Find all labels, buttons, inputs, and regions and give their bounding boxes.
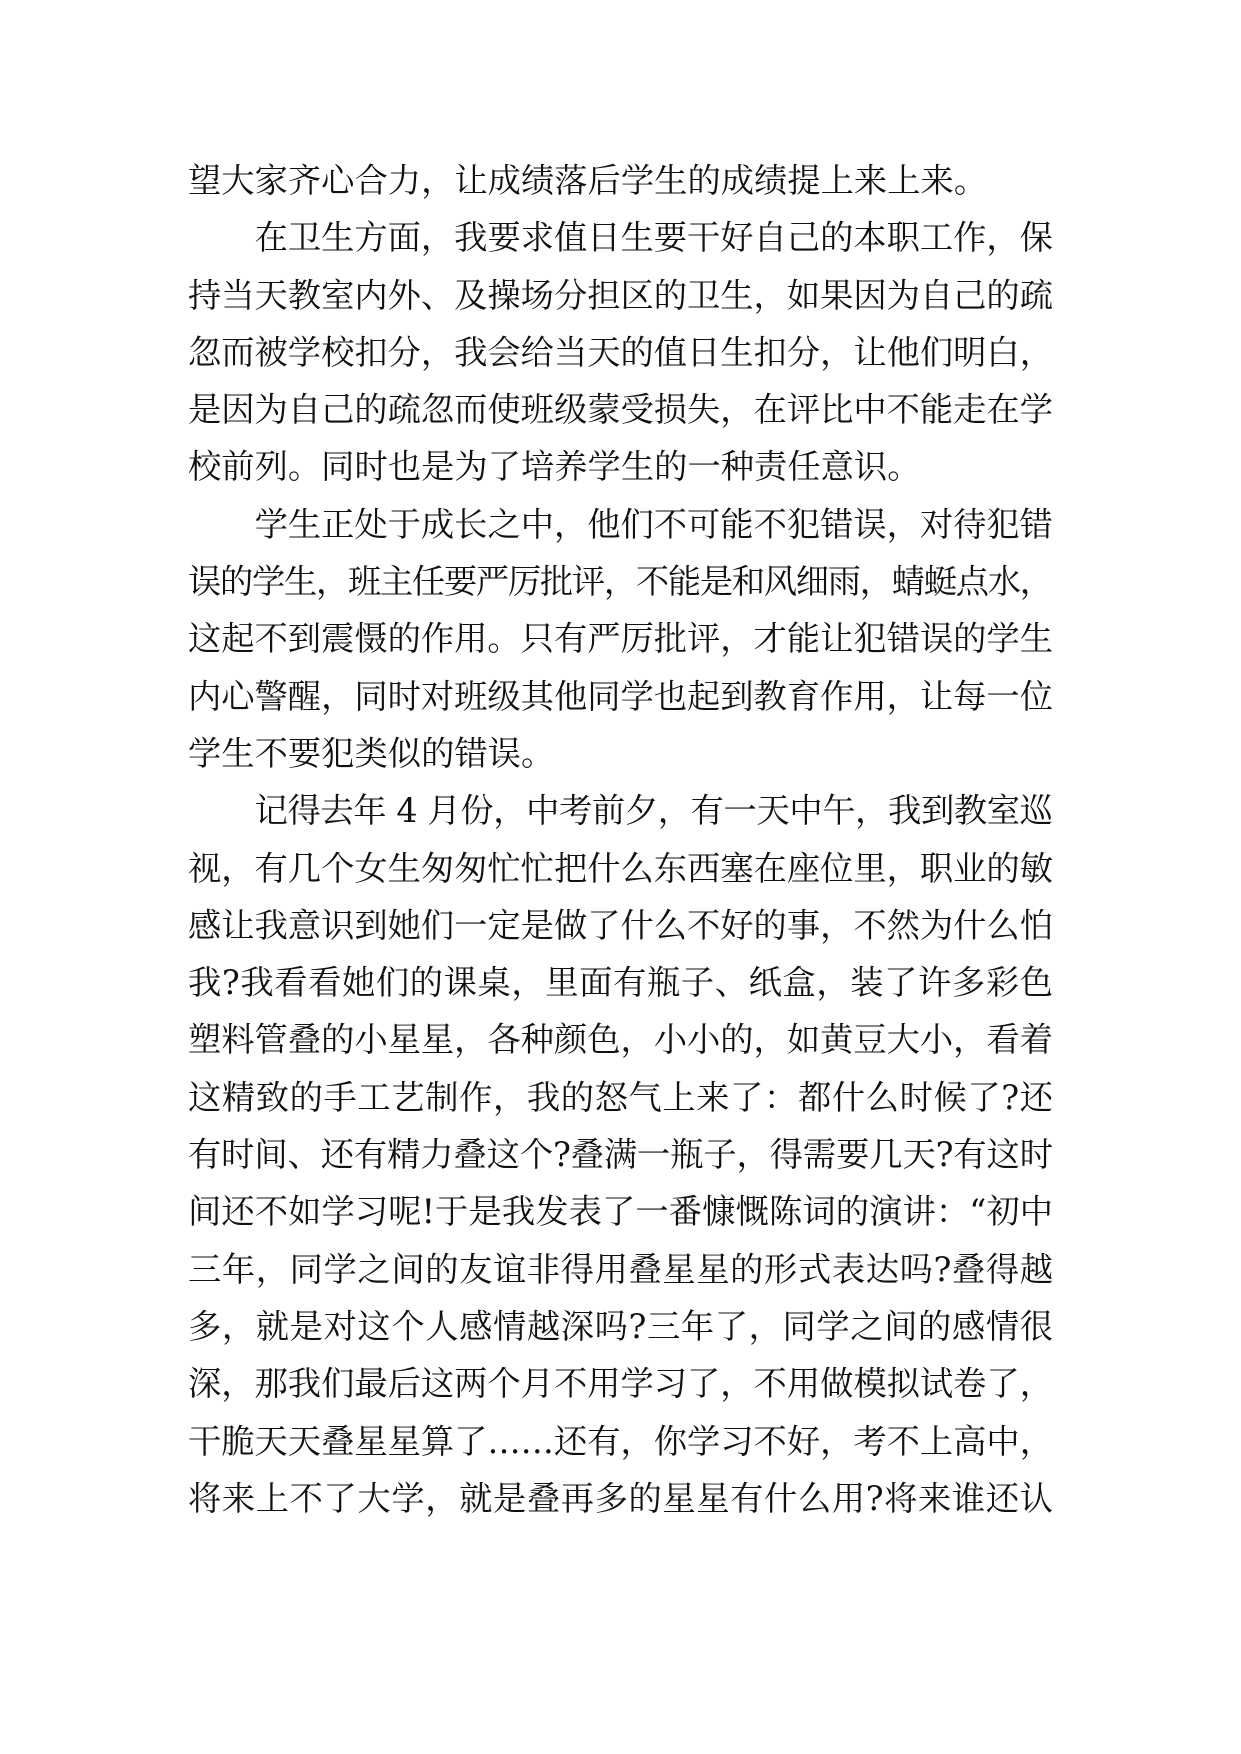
line-text: 这精致的手工艺制作，我的怒气上来了：都什么时候了?还	[188, 1077, 1054, 1117]
line-text: 持当天教室内外、及操场分担区的卫生，如果因为自己的疏	[188, 275, 1053, 315]
paragraph	[188, 782, 1053, 1527]
text-line	[188, 1298, 1053, 1355]
line-text: 有时间、还有精力叠这个?叠满一瓶子，得需要几天?有这时	[188, 1135, 1053, 1175]
text-line	[188, 381, 1053, 438]
paragraph	[188, 496, 1053, 782]
line-text: 是因为自己的疏忽而使班级蒙受损失，在评比中不能走在学	[188, 390, 1053, 430]
line-text: 校前列。同时也是为了培养学生的一种责任意识。	[188, 447, 921, 487]
text-line	[188, 954, 1053, 1011]
text-line	[188, 1241, 1053, 1298]
text-line	[188, 897, 1053, 954]
line-text: 塑料管叠的小星星，各种颜色，小小的，如黄豆大小，看着	[188, 1020, 1053, 1060]
text-line	[188, 496, 1053, 553]
line-text: 深，那我们最后这两个月不用学习了，不用做模拟试卷了，	[188, 1364, 1053, 1404]
text-line	[188, 1413, 1053, 1470]
line-text: 三年，同学之间的友谊非得用叠星星的形式表达吗?叠得越	[188, 1249, 1054, 1289]
text-line	[188, 668, 1053, 725]
document-body	[188, 152, 1053, 1527]
text-line	[188, 1069, 1053, 1126]
text-line	[188, 610, 1053, 667]
line-text: 误的学生，班主任要严厉批评，不能是和风细雨，蜻蜓点水，	[188, 562, 1052, 602]
text-line	[188, 1011, 1053, 1068]
line-text: 干脆天天叠星星算了……还有，你学习不好，考不上高中，	[188, 1421, 1053, 1461]
line-text: 将来上不了大学，就是叠再多的星星有什么用?将来谁还认	[188, 1478, 1054, 1518]
line-text: 内心警醒，同时对班级其他同学也起到教育作用，让每一位	[188, 676, 1053, 716]
text-line	[188, 1470, 1053, 1527]
line-text: 望大家齐心合力，让成绩落后学生的成绩提上来上来。	[188, 161, 988, 200]
line-text: 记得去年 4 月份，中考前夕，有一天中午，我到教室巡	[254, 791, 1053, 831]
paragraph	[188, 152, 1053, 209]
text-line	[188, 840, 1053, 897]
text-line	[188, 1355, 1053, 1412]
line-text: 视，有几个女生匆匆忙忙把什么东西塞在座位里，职业的敏	[188, 848, 1053, 888]
text-line	[188, 438, 1053, 495]
text-line	[188, 782, 1053, 839]
paragraph	[188, 209, 1053, 495]
line-text: 间还不如学习呢!于是我发表了一番慷慨陈词的演讲：“初中	[188, 1192, 1054, 1232]
text-line	[188, 1126, 1053, 1183]
text-line	[188, 209, 1053, 266]
text-line	[188, 725, 1053, 782]
line-text: 学生不要犯类似的错误。	[188, 733, 555, 773]
text-line	[188, 152, 1053, 209]
text-line	[188, 553, 1053, 610]
line-text: 我?我看看她们的课桌，里面有瓶子、纸盒，装了许多彩色	[188, 963, 1054, 1003]
text-line	[188, 267, 1053, 324]
line-text: 多，就是对这个人感情越深吗?三年了，同学之间的感情很	[188, 1306, 1054, 1346]
line-text: 忽而被学校扣分，我会给当天的值日生扣分，让他们明白，	[188, 332, 1053, 372]
line-text: 在卫生方面，我要求值日生要干好自己的本职工作，保	[254, 218, 1053, 258]
text-line	[188, 1183, 1053, 1240]
line-text: 感让我意识到她们一定是做了什么不好的事，不然为什么怕	[188, 905, 1053, 945]
line-text: 学生正处于成长之中，他们不可能不犯错误，对待犯错	[254, 504, 1053, 544]
text-line	[188, 324, 1053, 381]
line-text: 这起不到震慑的作用。只有严厉批评，才能让犯错误的学生	[188, 619, 1053, 659]
